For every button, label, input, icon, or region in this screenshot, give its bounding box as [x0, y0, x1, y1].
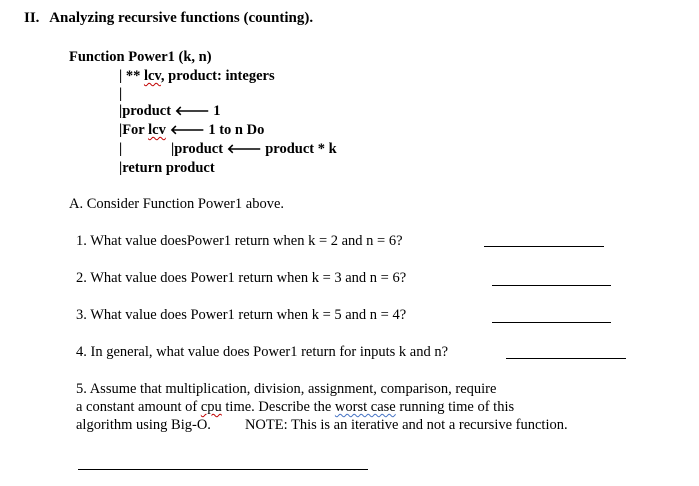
- product-init-line: |product 🡐 1: [119, 103, 221, 119]
- question-5-line-1: 5. Assume that multiplication, division, assignment, comparison, require: [76, 381, 497, 397]
- for-loop-line: |For lcv 🡐 1 to n Do: [119, 122, 265, 138]
- loop-body-line: |product 🡐 product * k: [171, 141, 337, 157]
- return-line: |return product: [119, 160, 215, 176]
- answer-blank-1[interactable]: [484, 246, 604, 247]
- declaration-line: | ** lcv, product: integers: [119, 68, 275, 84]
- cpu-word: cpu: [200, 399, 222, 415]
- worst-case-phrase: worst case: [334, 399, 396, 415]
- section-heading: [24, 10, 313, 27]
- question-5-line-2: a constant amount of cpu time. Describe the worst case running time of this: [76, 399, 515, 415]
- section-title: Analyzing recursive functions (counting).: [49, 10, 314, 26]
- part-a-intro: A. Consider Function Power1 above.: [69, 196, 285, 212]
- question-2: 2. What value does Power1 return when k = 3 and n = 6?: [76, 270, 407, 286]
- question-3: 3. What value does Power1 return when k = 5 and n = 4?: [76, 307, 407, 323]
- decl-var: lcv: [143, 68, 161, 84]
- function-signature: Function Power1 (k, n): [69, 49, 212, 65]
- blank-bar-line: |: [119, 86, 123, 102]
- question-4: 4. In general, what value does Power1 return for inputs k and n?: [76, 344, 449, 360]
- question-1: 1. What value doesPower1 return when k = 2 and n = 6?: [76, 233, 403, 249]
- for-var: lcv: [148, 122, 166, 138]
- left-arrow-icon: 🡐: [174, 104, 210, 119]
- section-number: II.: [24, 10, 40, 26]
- inner-bar: |: [119, 141, 123, 157]
- question-5-line-3: algorithm using Big-O. NOTE: This is an iterative and not a recursive function.: [76, 417, 568, 433]
- answer-blank-3[interactable]: [492, 322, 611, 323]
- left-arrow-icon: 🡐: [226, 142, 262, 157]
- left-arrow-icon: 🡐: [169, 123, 205, 138]
- answer-blank-2[interactable]: [492, 285, 611, 286]
- answer-blank-4[interactable]: [506, 358, 626, 359]
- answer-blank-5[interactable]: [78, 469, 368, 470]
